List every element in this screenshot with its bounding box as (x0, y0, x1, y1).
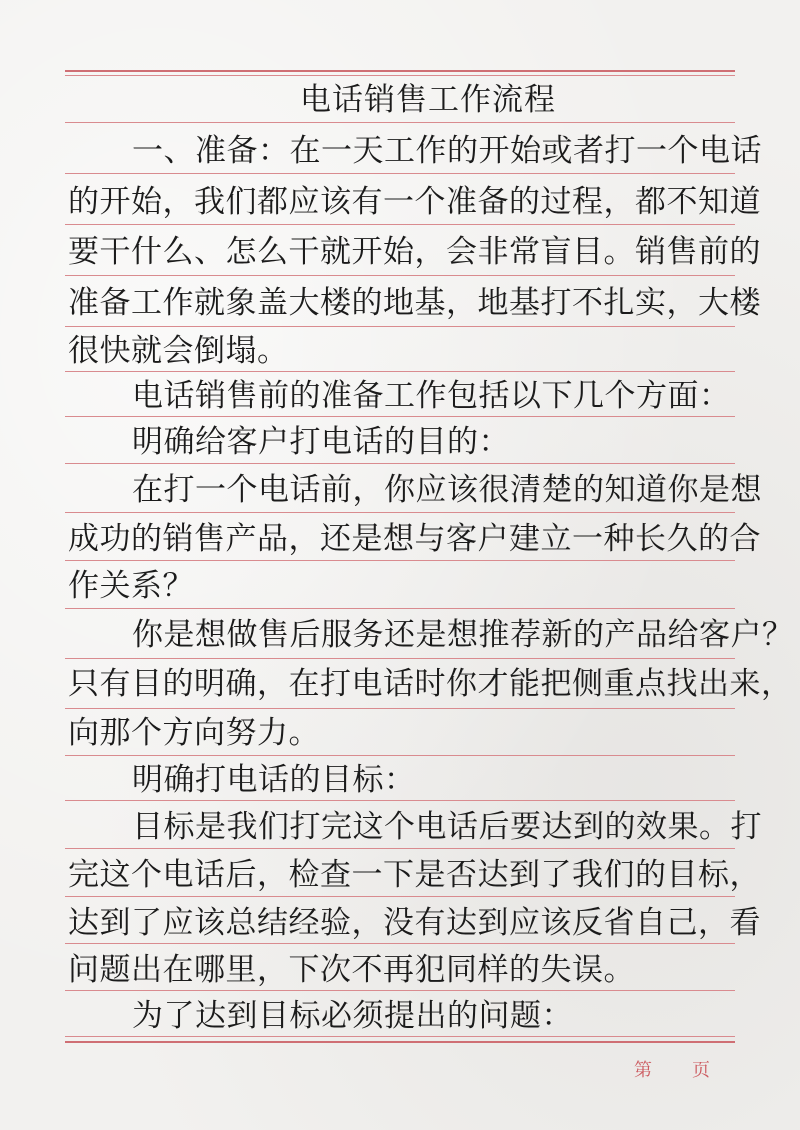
text-line: 的开始，我们都应该有一个准备的过程，都不知道 (68, 184, 761, 220)
text-line: 作关系？ (68, 568, 194, 604)
top-rule (65, 70, 735, 72)
ruled-line (65, 755, 735, 756)
text-line: 要干什么、怎么干就开始，会非常盲目。销售前的 (68, 234, 761, 270)
ruled-line (65, 326, 735, 327)
page-label-right: 页 (692, 1060, 710, 1081)
ruled-line (65, 848, 735, 849)
text-line: 明确给客户打电话的目的： (132, 424, 510, 460)
ruled-line (65, 658, 735, 659)
bottom-rule-inner (65, 1036, 735, 1037)
page-title: 电话销售工作流程 (300, 82, 556, 118)
bottom-rule (65, 1041, 735, 1043)
text-line: 问题出在哪里，下次不再犯同样的失误。 (68, 952, 635, 988)
text-line: 为了达到目标必须提出的问题： (132, 998, 573, 1034)
text-line: 明确打电话的目标： (132, 762, 416, 798)
page-label-left: 第 (634, 1060, 652, 1081)
ruled-line (65, 463, 735, 464)
ruled-line (65, 416, 735, 417)
ruled-line (65, 608, 735, 609)
text-line: 达到了应该总结经验，没有达到应该反省自己，看 (68, 905, 761, 941)
text-line: 在打一个电话前，你应该很清楚的知道你是想 (132, 472, 762, 508)
ruled-line (65, 943, 735, 944)
text-line: 向那个方向努力。 (68, 715, 320, 751)
text-line: 电话销售前的准备工作包括以下几个方面： (132, 378, 731, 414)
ruled-line (65, 896, 735, 897)
ruled-line (65, 173, 735, 174)
text-line: 你是想做售后服务还是想推荐新的产品给客户？ (132, 617, 794, 653)
text-line: 很快就会倒塌。 (68, 333, 289, 369)
text-line: 成功的销售产品，还是想与客户建立一种长久的合 (68, 521, 761, 557)
top-rule-inner (65, 75, 735, 76)
ruled-line (65, 708, 735, 709)
text-line: 一、准备：在一天工作的开始或者打一个电话 (132, 133, 762, 169)
page-number-footer (634, 1056, 710, 1082)
ruled-line (65, 512, 735, 513)
ruled-line (65, 122, 735, 123)
ruled-line (65, 560, 735, 561)
ruled-line (65, 275, 735, 276)
text-line: 只有目的明确，在打电话时你才能把侧重点找出来， (68, 666, 793, 702)
text-line: 准备工作就象盖大楼的地基，地基打不扎实，大楼 (68, 285, 761, 321)
ruled-line (65, 371, 735, 372)
text-line: 目标是我们打完这个电话后要达到的效果。打 (132, 809, 762, 845)
text-line: 完这个电话后，检查一下是否达到了我们的目标， (68, 857, 761, 893)
ruled-line (65, 800, 735, 801)
ruled-line (65, 990, 735, 991)
ruled-line (65, 224, 735, 225)
